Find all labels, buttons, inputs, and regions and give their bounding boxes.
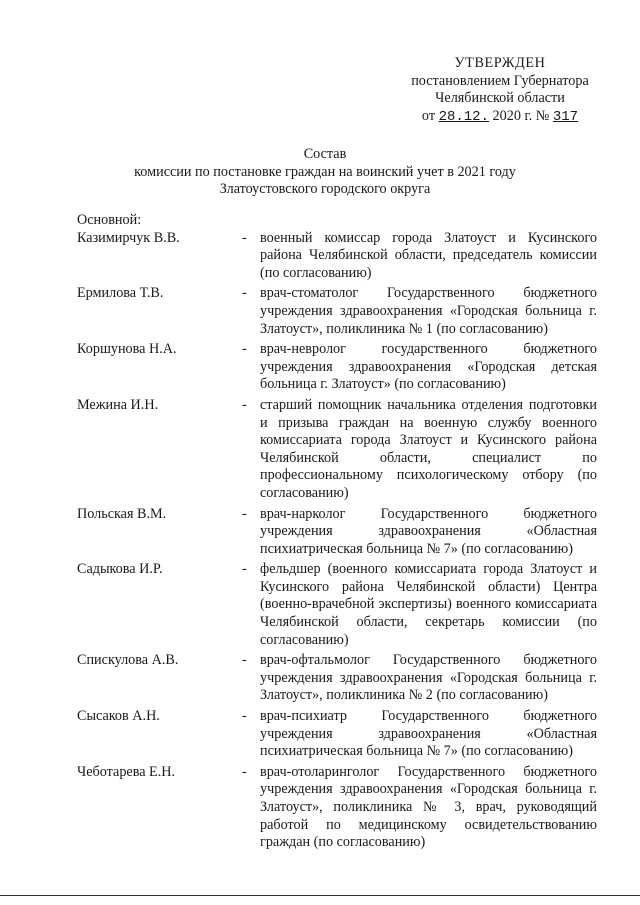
member-row [77,285,599,338]
member-role: старший помощник начальника отделения подготовки и призыва граждан на военную службу военного комиссариата города Златоуст и Кусинского района Челябинской области, специалист по профессиональному психологическому отбору (по согласованию) [260,396,597,501]
member-rows [77,230,599,852]
date-prefix: от [421,107,436,124]
member-dash: - [242,285,247,302]
member-name: Коршунова Н.А. [77,341,177,358]
member-row [77,652,599,705]
member-dash: - [242,763,247,780]
section-label: Основной: [77,212,142,228]
member-role: фельдшер (военного комиссариата города Златоуст и Кусинского района Челябинской области) Центра (военно-врачебной экспертизы) военного комиссариата Челябинской области, секретарь комиссии (по согласованию) [260,561,597,648]
member-role: врач-отоларинголог Государственного бюджетного учреждения здравоохранения «Городская больница г. Златоуст», поликлиника № 3, врач, руководящий работой по медицинскому освидетельствованию граждан (по согласованию) [260,763,597,851]
member-dash: - [242,341,247,358]
member-name: Казимирчук В.В. [77,229,180,246]
member-dash: - [242,652,247,669]
heading-line-1: Состав [303,146,347,162]
heading-line-2: комиссии по постановке граждан на воинский учет в 2021 году [134,163,516,180]
member-row [77,506,599,559]
year-text: 2020 г. № [492,107,550,124]
member-row [77,561,599,649]
member-name: Садыкова И.Р. [77,561,163,578]
member-dash: - [242,708,247,725]
page-bottom-rule [0,895,640,896]
member-role: врач-невролог государственного бюджетного учреждения здравоохранения «Городская детская больница г. Златоуст» (по согласованию) [260,341,597,393]
member-role: врач-психиатр Государственного бюджетного учреждения здравоохранения «Областная психиатрическая больница № 7» (по согласованию) [260,708,597,760]
approval-title: УТВЕРЖДЕН [454,55,546,71]
member-dash: - [242,561,247,578]
member-row [77,764,599,852]
member-role: врач-нарколог Государственного бюджетного учреждения здравоохранения «Областная психиатрическая больница № 7» (по согласованию) [260,505,597,557]
member-role: врач-офтальмолог Государственного бюджетного учреждения здравоохранения «Городская больница г. Златоуст», поликлиника № 2 (по согласованию) [260,652,597,704]
member-row [77,708,599,761]
member-role: врач-стоматолог Государственного бюджетного учреждения здравоохранения «Городская больница г. Златоуст», поликлиника № 1 (по согласованию) [260,285,597,337]
approval-line-2: Челябинской области [435,90,565,107]
members-list [77,212,599,855]
member-dash: - [242,229,247,246]
member-name: Межина И.Н. [77,396,159,413]
member-row [77,397,599,503]
member-row [77,341,599,394]
member-name: Сысаков А.Н. [77,708,160,725]
member-name: Польская В.М. [77,505,167,522]
number-value: 317 [552,108,579,125]
member-role: военный комиссар города Златоуст и Кусинского района Челябинской области, председатель комиссии (по согласованию) [260,229,597,281]
member-name: Ермилова Т.В. [77,285,164,302]
member-row [77,230,599,283]
member-name: Спискулова А.В. [77,652,179,669]
member-dash: - [242,505,247,522]
approval-date-line [380,108,620,127]
member-dash: - [242,396,247,413]
approval-line-1: постановлением Губернатора [411,72,589,89]
date-value: 28.12. [438,108,489,125]
document-heading [80,146,570,199]
heading-line-3: Златоустовского городского округа [219,181,431,198]
member-name: Чеботарева Е.Н. [77,763,176,780]
approval-block [380,55,620,126]
